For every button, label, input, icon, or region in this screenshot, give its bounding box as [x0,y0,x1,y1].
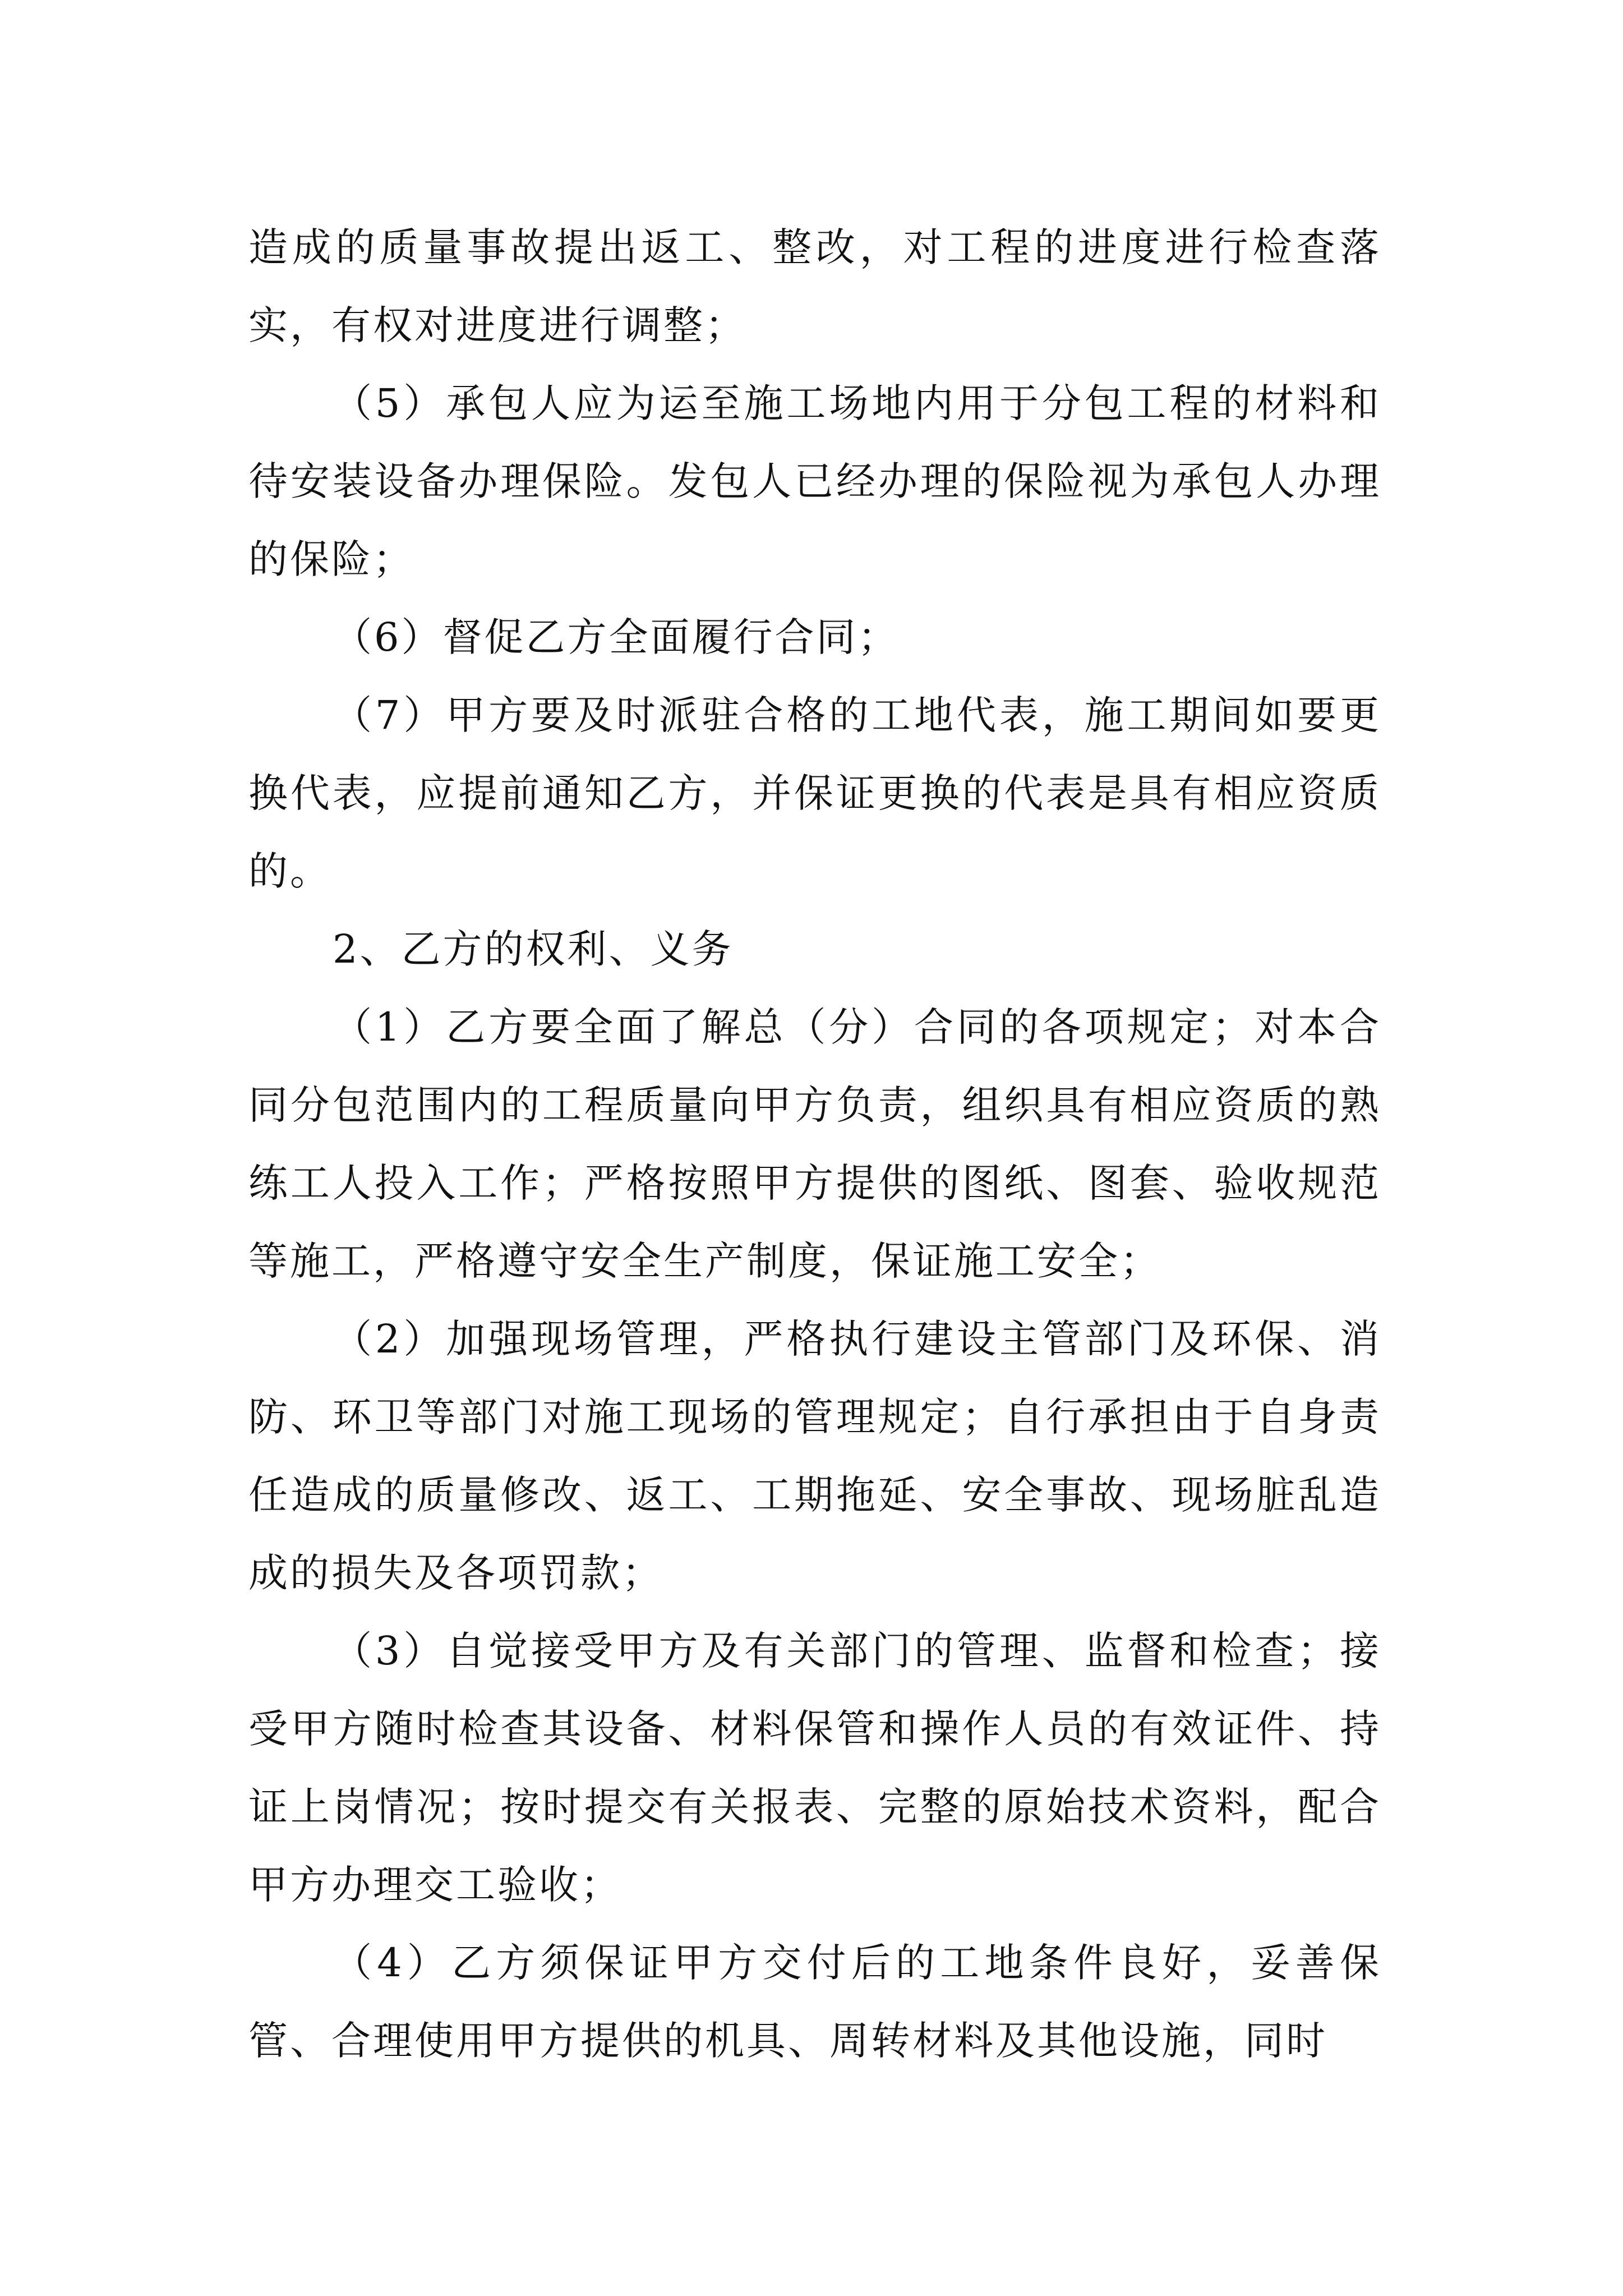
paragraph: （2）加强现场管理，严格执行建设主管部门及环保、消防、环卫等部门对施工现场的管理规定；自行承担由于自身责任造成的质量修改、返工、工期拖延、安全事故、现场脏乱造成的损失及各项罚款； [248,1316,1381,1596]
paragraph: （7）甲方要及时派驻合格的工地代表，施工期间如要更换代表，应提前通知乙方，并保证更换的代表是具有相应资质的。 [248,692,1381,894]
document-body [248,209,1381,2080]
paragraph: （6）督促乙方全面履行合同； [333,614,900,660]
paragraph: （3）自觉接受甲方及有关部门的管理、监督和检查；接受甲方随时检查其设备、材料保管和操作人员的有效证件、持证上岗情况；按时提交有关报表、完整的原始技术资料，配合甲方办理交工验收； [248,1628,1381,1908]
paragraph: （5）承包人应为运至施工场地内用于分包工程的材料和待安装设备办理保险。发包人已经办理的保险视为承包人办理的保险； [248,380,1381,582]
paragraph: （1）乙方要全面了解总（分）合同的各项规定；对本合同分包范围内的工程质量向甲方负责，组织具有相应资质的熟练工人投入工作；严格按照甲方提供的图纸、图套、验收规范等施工，严格遵守安全生产制度，保证施工安全； [248,1004,1381,1284]
section-heading: 2、乙方的权利、义务 [333,926,734,972]
paragraph: 造成的质量事故提出返工、整改，对工程的进度进行检查落实，有权对进度进行调整； [248,224,1381,348]
paragraph: （4）乙方须保证甲方交付后的工地条件良好，妥善保管、合理使用甲方提供的机具、周转材料及其他设施，同时 [248,1940,1381,2064]
